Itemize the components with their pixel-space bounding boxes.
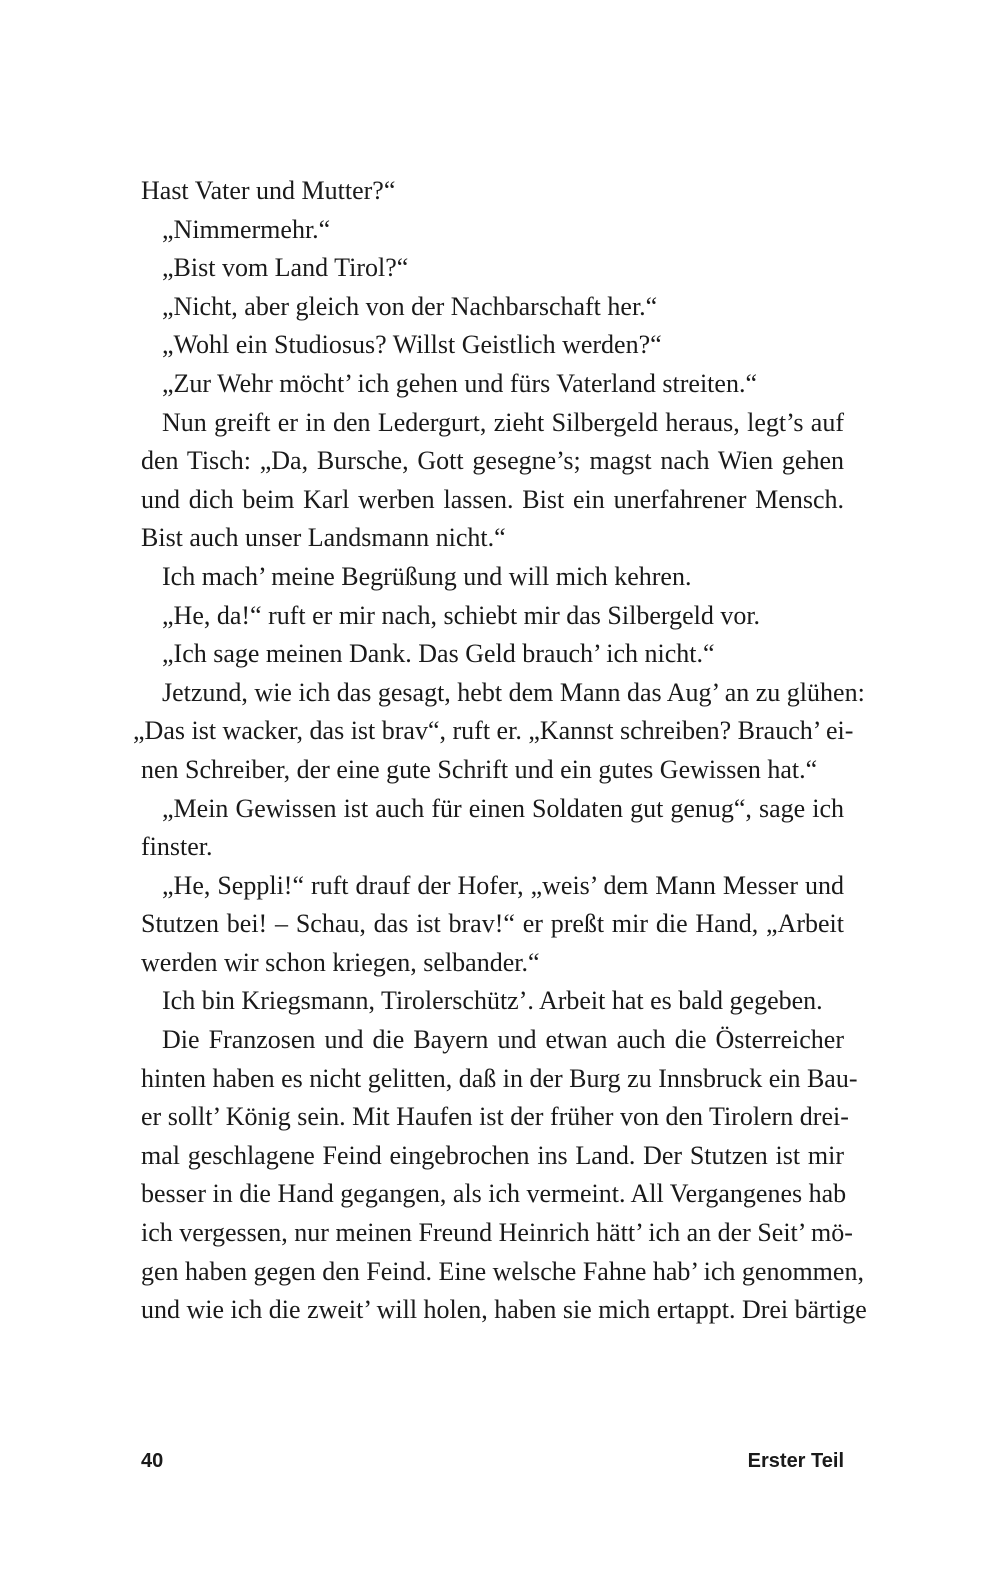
text-line: Bist auch unser Landsmann nicht.“: [141, 523, 506, 553]
text-line: „Nicht, aber gleich von der Nachbarschaft her.“: [162, 291, 658, 321]
text-line: gen haben gegen den Feind. Eine welsche Fahne hab’ ich genommen,: [141, 1256, 864, 1286]
text-line: „Nimmermehr.“: [162, 214, 331, 244]
text-line: besser in die Hand gegangen, als ich vermeint. All Vergangenes hab: [141, 1179, 847, 1209]
body-text: [133, 172, 867, 1330]
text-line: Stutzen bei! – Schau, das ist brav!“ er preßt mir die Hand, „Arbeit: [141, 909, 844, 939]
text-line: ich vergessen, nur meinen Freund Heinrich hätt’ ich an der Seit’ mö-: [141, 1218, 853, 1248]
text-line: mal geschlagene Feind eingebrochen ins Land. Der Stutzen ist mir: [141, 1140, 844, 1170]
text-line: hinten haben es nicht gelitten, daß in der Burg zu Innsbruck ein Bau-: [141, 1063, 858, 1093]
text-line: finster.: [141, 832, 213, 862]
text-line: Ich mach’ meine Begrüßung und will mich kehren.: [162, 561, 692, 591]
text-line: werden wir schon kriegen, selbander.“: [141, 947, 540, 977]
text-line: nen Schreiber, der eine gute Schrift und ein gutes Gewissen hat.“: [141, 754, 818, 784]
text-line: „He, Seppli!“ ruft drauf der Hofer, „weis’ dem Mann Messer und: [162, 870, 844, 900]
text-line: „Ich sage meinen Dank. Das Geld brauch’ ich nicht.“: [162, 639, 715, 669]
text-line: und wie ich die zweit’ will holen, haben sie mich ertappt. Drei bärtige: [141, 1295, 867, 1325]
text-line: er sollt’ König sein. Mit Haufen ist der früher von den Tirolern drei-: [141, 1102, 849, 1132]
text-line: Jetzund, wie ich das gesagt, hebt dem Mann das Aug’ an zu glühen:: [162, 677, 865, 707]
page-number: 40: [141, 1450, 164, 1472]
text-line: Die Franzosen und die Bayern und etwan auch die Österreicher: [162, 1025, 844, 1055]
text-line: den Tisch: „Da, Bursche, Gott gesegne’s; magst nach Wien gehen: [141, 446, 844, 476]
text-line: „Wohl ein Studiosus? Willst Geistlich werden?“: [162, 330, 662, 360]
text-line: „Bist vom Land Tirol?“: [162, 253, 409, 283]
text-line: „Das ist wacker, das ist brav“, ruft er. „Kannst schreiben? Brauch’ ei-: [133, 716, 854, 746]
page-footer: [141, 1450, 844, 1480]
text-line: und dich beim Karl werben lassen. Bist ein unerfahrener Mensch.: [141, 484, 844, 514]
text-line: Ich bin Kriegsmann, Tirolerschütz’. Arbeit hat es bald gegeben.: [162, 986, 823, 1016]
text-line: „Mein Gewissen ist auch für einen Soldaten gut genug“, sage ich: [162, 793, 844, 823]
text-line: Hast Vater und Mutter?“: [141, 176, 396, 205]
text-line: Nun greift er in den Ledergurt, zieht Silbergeld heraus, legt’s auf: [162, 407, 844, 437]
text-line: „Zur Wehr möcht’ ich gehen und fürs Vaterland streiten.“: [162, 368, 757, 398]
text-line: „He, da!“ ruft er mir nach, schiebt mir das Silbergeld vor.: [162, 600, 761, 630]
running-head: Erster Teil: [747, 1450, 844, 1472]
